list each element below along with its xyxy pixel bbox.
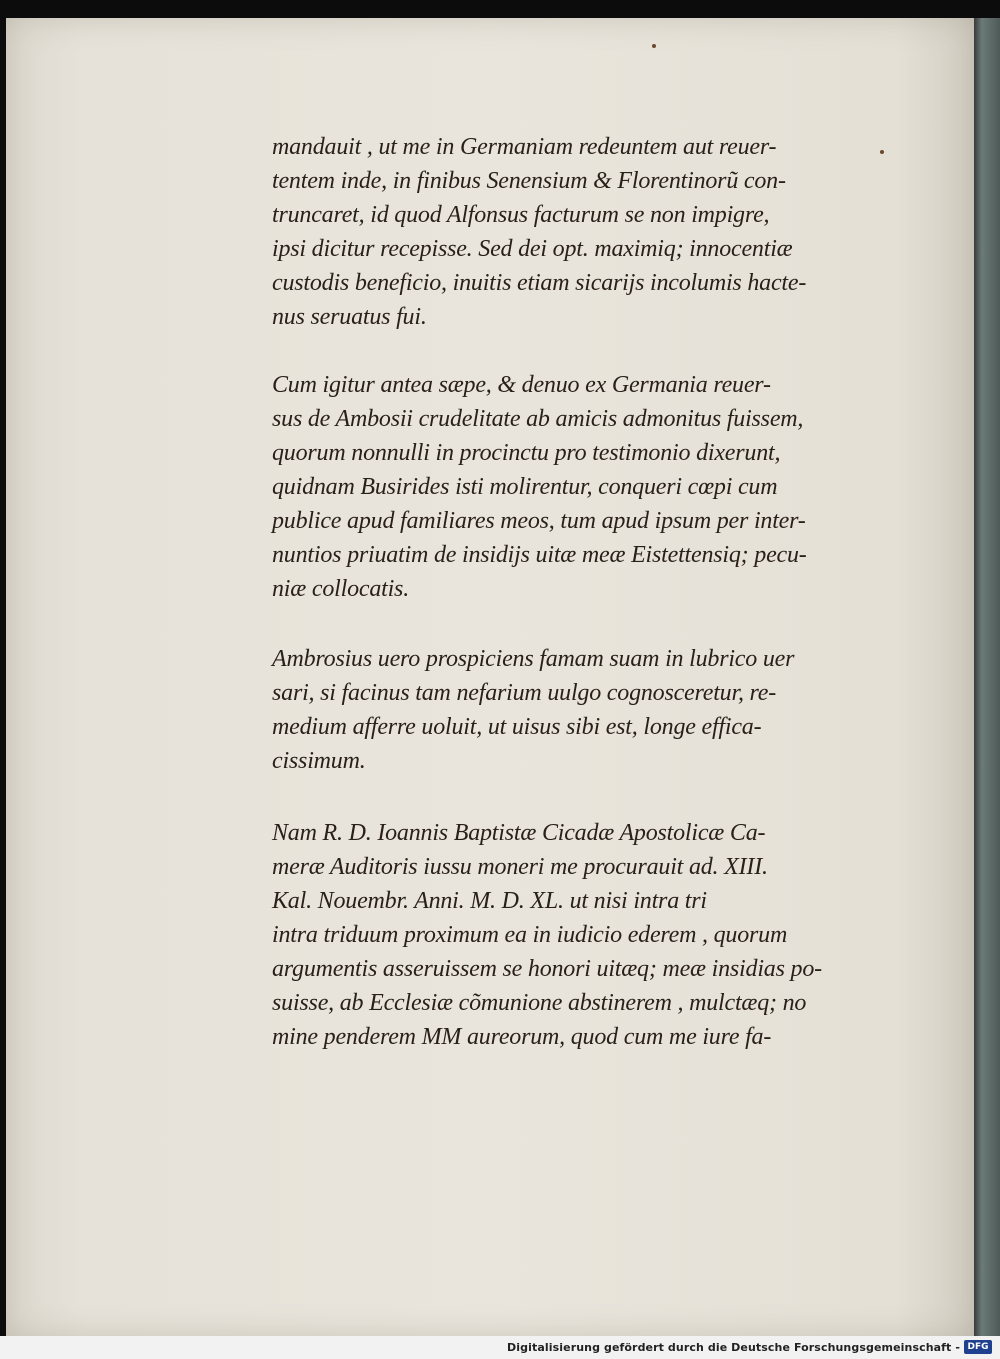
book-edge — [974, 18, 1000, 1336]
text-line: nus seruatus fui. — [272, 304, 427, 330]
digitization-credit: Digitalisierung gefördert durch die Deutsche Forschungsgemeinschaft - — [507, 1341, 960, 1354]
text-line: sari, si facinus tam nefarium uulgo cognosceretur, re- — [272, 680, 777, 706]
paragraph-3 — [272, 642, 862, 778]
paragraph-1 — [272, 130, 862, 334]
text-line: sus de Ambosii crudelitate ab amicis admonitus fuissem, — [272, 406, 804, 432]
text-line: custodis beneficio, inuitis etiam sicarijs incolumis hacte- — [272, 270, 807, 296]
text-line: niæ collocatis. — [272, 576, 409, 602]
text-line: cissimum. — [272, 748, 366, 774]
text-line: ipsi dicitur recepisse. Sed dei opt. maximiq; innocentiæ — [272, 236, 793, 262]
text-line: quorum nonnulli in procinctu pro testimonio dixerunt, — [272, 440, 781, 466]
text-line: tentem inde, in finibus Senensium & Florentinorũ con- — [272, 168, 786, 194]
text-line: intra triduum proximum ea in iudicio ederem , quorum — [272, 922, 788, 948]
ink-spot — [880, 150, 884, 154]
paragraph-4 — [272, 816, 862, 1054]
text-line: Nam R. D. Ioannis Baptistæ Cicadæ Apostolicæ Ca- — [272, 820, 766, 846]
text-line: medium afferre uoluit, ut uisus sibi est, longe effica- — [272, 714, 762, 740]
text-line: suisse, ab Ecclesiæ cõmunione abstinerem , mulctæq; no — [272, 990, 807, 1016]
text-line: Cum igitur antea sæpe, & denuo ex Germania reuer- — [272, 372, 771, 398]
text-line: publice apud familiares meos, tum apud ipsum per inter- — [272, 508, 806, 534]
text-line: meræ Auditoris iussu moneri me procurauit ad. XIII. — [272, 854, 768, 880]
dfg-logo: DFG — [964, 1340, 992, 1354]
text-line: nuntios priuatim de insidijs uitæ meæ Eistettensiq; pecu- — [272, 542, 807, 568]
text-line: Kal. Nouembr. Anni. M. D. XL. ut nisi intra tri — [272, 888, 707, 914]
paragraph-2 — [272, 368, 862, 606]
text-line: mine penderem MM aureorum, quod cum me iure fa- — [272, 1024, 772, 1050]
text-line: truncaret, id quod Alfonsus facturum se non impigre, — [272, 202, 770, 228]
text-line: mandauit , ut me in Germaniam redeuntem aut reuer- — [272, 134, 777, 160]
text-line: argumentis asseruissem se honori uitæq; meæ insidias po- — [272, 956, 822, 982]
text-line: quidnam Busirides isti molirentur, conqueri cœpi cum — [272, 474, 778, 500]
ink-spot — [652, 44, 656, 48]
text-line: Ambrosius uero prospiciens famam suam in lubrico uer — [272, 646, 795, 672]
